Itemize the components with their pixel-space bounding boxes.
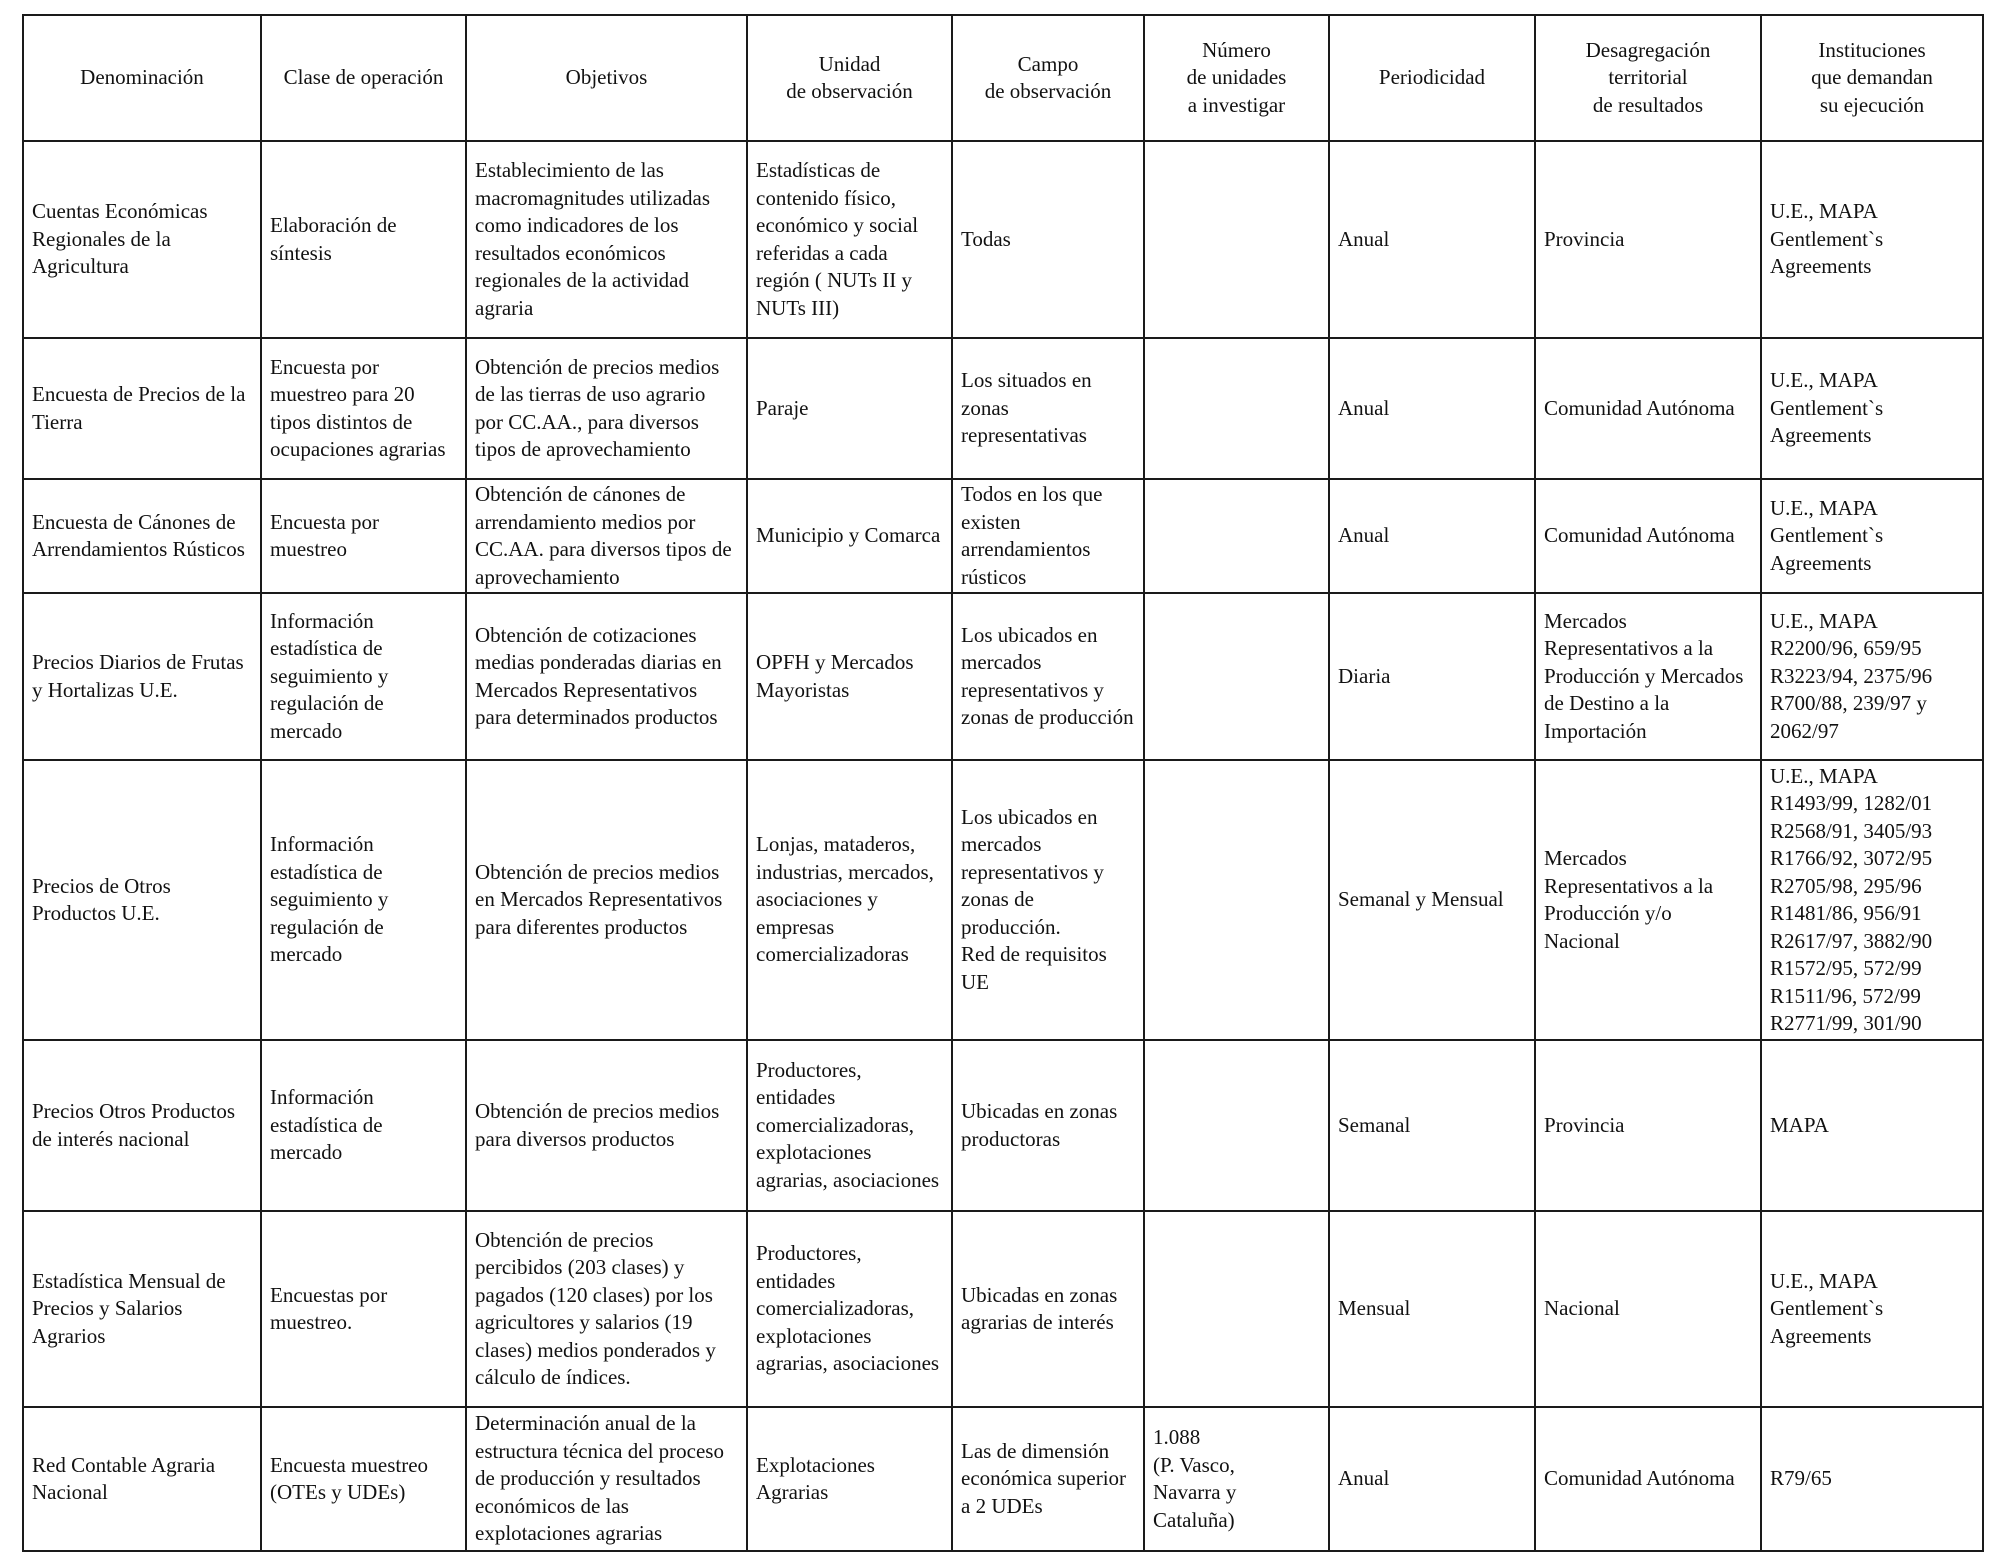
- table-row: [23, 479, 1983, 593]
- cell-periodicidad: Anual: [1329, 141, 1535, 338]
- cell-desagregacion: Mercados Representativos a la Producción y/o Nacional: [1535, 760, 1761, 1040]
- cell-objetivos: Obtención de cotizaciones medias ponderadas diarias en Mercados Representativos para determinados productos: [466, 593, 747, 760]
- cell-clase: Información estadística de seguimiento y regulación de mercado: [261, 760, 466, 1040]
- cell-objetivos: Obtención de precios medios para diversos productos: [466, 1040, 747, 1211]
- cell-denominacion: Red Contable Agraria Nacional: [23, 1407, 261, 1551]
- page: [22, 14, 1982, 1552]
- cell-objetivos: Obtención de precios percibidos (203 clases) y pagados (120 clases) por los agricultores y salarios (19 clases) medios ponderados y cálculo de índices.: [466, 1211, 747, 1407]
- cell-unidad: Paraje: [747, 338, 952, 479]
- cell-numero: [1144, 1211, 1329, 1407]
- cell-desagregacion: Nacional: [1535, 1211, 1761, 1407]
- cell-unidad: Estadísticas de contenido físico, económico y social referidas a cada región ( NUTs II y NUTs III): [747, 141, 952, 338]
- cell-objetivos: Obtención de precios medios en Mercados Representativos para diferentes productos: [466, 760, 747, 1040]
- cell-desagregacion: Comunidad Autónoma: [1535, 338, 1761, 479]
- cell-clase: Encuesta muestreo (OTEs y UDEs): [261, 1407, 466, 1551]
- table-row: [23, 593, 1983, 760]
- cell-numero: [1144, 479, 1329, 593]
- cell-instituciones: U.E., MAPA Gentlement`s Agreements: [1761, 141, 1983, 338]
- header-numero-unidades: Número de unidades a investigar: [1144, 15, 1329, 141]
- cell-denominacion: Cuentas Económicas Regionales de la Agricultura: [23, 141, 261, 338]
- cell-unidad: Productores, entidades comercializadoras, explotaciones agrarias, asociaciones: [747, 1040, 952, 1211]
- cell-instituciones: U.E., MAPA Gentlement`s Agreements: [1761, 1211, 1983, 1407]
- cell-campo: Las de dimensión económica superior a 2 UDEs: [952, 1407, 1144, 1551]
- cell-periodicidad: Mensual: [1329, 1211, 1535, 1407]
- cell-objetivos: Establecimiento de las macromagnitudes utilizadas como indicadores de los resultados económicos regionales de la actividad agraria: [466, 141, 747, 338]
- cell-desagregacion: Comunidad Autónoma: [1535, 1407, 1761, 1551]
- cell-numero: [1144, 1040, 1329, 1211]
- cell-periodicidad: Anual: [1329, 479, 1535, 593]
- cell-periodicidad: Anual: [1329, 1407, 1535, 1551]
- cell-desagregacion: Provincia: [1535, 141, 1761, 338]
- table-row: [23, 1211, 1983, 1407]
- table-row: [23, 760, 1983, 1040]
- cell-instituciones: U.E., MAPA Gentlement`s Agreements: [1761, 479, 1983, 593]
- cell-unidad: Municipio y Comarca: [747, 479, 952, 593]
- cell-numero: 1.088 (P. Vasco, Navarra y Cataluña): [1144, 1407, 1329, 1551]
- cell-numero: [1144, 141, 1329, 338]
- cell-clase: Información estadística de mercado: [261, 1040, 466, 1211]
- cell-desagregacion: Comunidad Autónoma: [1535, 479, 1761, 593]
- cell-denominacion: Estadística Mensual de Precios y Salarios Agrarios: [23, 1211, 261, 1407]
- cell-campo: Ubicadas en zonas agrarias de interés: [952, 1211, 1144, 1407]
- cell-campo: Los ubicados en mercados representativos y zonas de producción. Red de requisitos UE: [952, 760, 1144, 1040]
- table-row: [23, 338, 1983, 479]
- cell-instituciones: MAPA: [1761, 1040, 1983, 1211]
- cell-objetivos: Determinación anual de la estructura técnica del proceso de producción y resultados económicos de las explotaciones agrarias: [466, 1407, 747, 1551]
- cell-desagregacion: Provincia: [1535, 1040, 1761, 1211]
- header-periodicidad: Periodicidad: [1329, 15, 1535, 141]
- header-denominacion: Denominación: [23, 15, 261, 141]
- cell-objetivos: Obtención de precios medios de las tierras de uso agrario por CC.AA., para diversos tipos de aprovechamiento: [466, 338, 747, 479]
- header-row: [23, 15, 1983, 141]
- header-unidad-observacion: Unidad de observación: [747, 15, 952, 141]
- cell-desagregacion: Mercados Representativos a la Producción y Mercados de Destino a la Importación: [1535, 593, 1761, 760]
- header-instituciones: Instituciones que demandan su ejecución: [1761, 15, 1983, 141]
- header-campo-observacion: Campo de observación: [952, 15, 1144, 141]
- cell-campo: Los ubicados en mercados representativos y zonas de producción: [952, 593, 1144, 760]
- cell-clase: Encuestas por muestreo.: [261, 1211, 466, 1407]
- cell-instituciones: R79/65: [1761, 1407, 1983, 1551]
- cell-unidad: OPFH y Mercados Mayoristas: [747, 593, 952, 760]
- cell-instituciones: U.E., MAPA Gentlement`s Agreements: [1761, 338, 1983, 479]
- header-clase-operacion: Clase de operación: [261, 15, 466, 141]
- cell-unidad: Explotaciones Agrarias: [747, 1407, 952, 1551]
- cell-clase: Encuesta por muestreo para 20 tipos distintos de ocupaciones agrarias: [261, 338, 466, 479]
- cell-denominacion: Precios Diarios de Frutas y Hortalizas U.E.: [23, 593, 261, 760]
- cell-numero: [1144, 760, 1329, 1040]
- cell-unidad: Productores, entidades comercializadoras, explotaciones agrarias, asociaciones: [747, 1211, 952, 1407]
- cell-numero: [1144, 593, 1329, 760]
- cell-denominacion: Encuesta de Cánones de Arrendamientos Rústicos: [23, 479, 261, 593]
- cell-campo: Los situados en zonas representativas: [952, 338, 1144, 479]
- table-row: [23, 141, 1983, 338]
- table-row: [23, 1407, 1983, 1551]
- header-desagregacion: Desagregación territorial de resultados: [1535, 15, 1761, 141]
- operations-table: [22, 14, 1984, 1552]
- cell-denominacion: Precios Otros Productos de interés nacional: [23, 1040, 261, 1211]
- cell-numero: [1144, 338, 1329, 479]
- cell-campo: Todas: [952, 141, 1144, 338]
- cell-periodicidad: Semanal y Mensual: [1329, 760, 1535, 1040]
- cell-clase: Elaboración de síntesis: [261, 141, 466, 338]
- cell-periodicidad: Semanal: [1329, 1040, 1535, 1211]
- table-row: [23, 1040, 1983, 1211]
- cell-clase: Encuesta por muestreo: [261, 479, 466, 593]
- cell-denominacion: Precios de Otros Productos U.E.: [23, 760, 261, 1040]
- cell-campo: Ubicadas en zonas productoras: [952, 1040, 1144, 1211]
- cell-instituciones: U.E., MAPA R2200/96, 659/95 R3223/94, 2375/96 R700/88, 239/97 y 2062/97: [1761, 593, 1983, 760]
- cell-clase: Información estadística de seguimiento y regulación de mercado: [261, 593, 466, 760]
- cell-periodicidad: Anual: [1329, 338, 1535, 479]
- cell-unidad: Lonjas, mataderos, industrias, mercados, asociaciones y empresas comercializadoras: [747, 760, 952, 1040]
- cell-objetivos: Obtención de cánones de arrendamiento medios por CC.AA. para diversos tipos de aprovechamiento: [466, 479, 747, 593]
- header-objetivos: Objetivos: [466, 15, 747, 141]
- cell-periodicidad: Diaria: [1329, 593, 1535, 760]
- cell-campo: Todos en los que existen arrendamientos rústicos: [952, 479, 1144, 593]
- cell-instituciones: U.E., MAPA R1493/99, 1282/01 R2568/91, 3405/93 R1766/92, 3072/95 R2705/98, 295/96 R1481/86, 956/91 R2617/97, 3882/90 R1572/95, 572/99 R1511/96, 572/99 R2771/99, 301/90: [1761, 760, 1983, 1040]
- cell-denominacion: Encuesta de Precios de la Tierra: [23, 338, 261, 479]
